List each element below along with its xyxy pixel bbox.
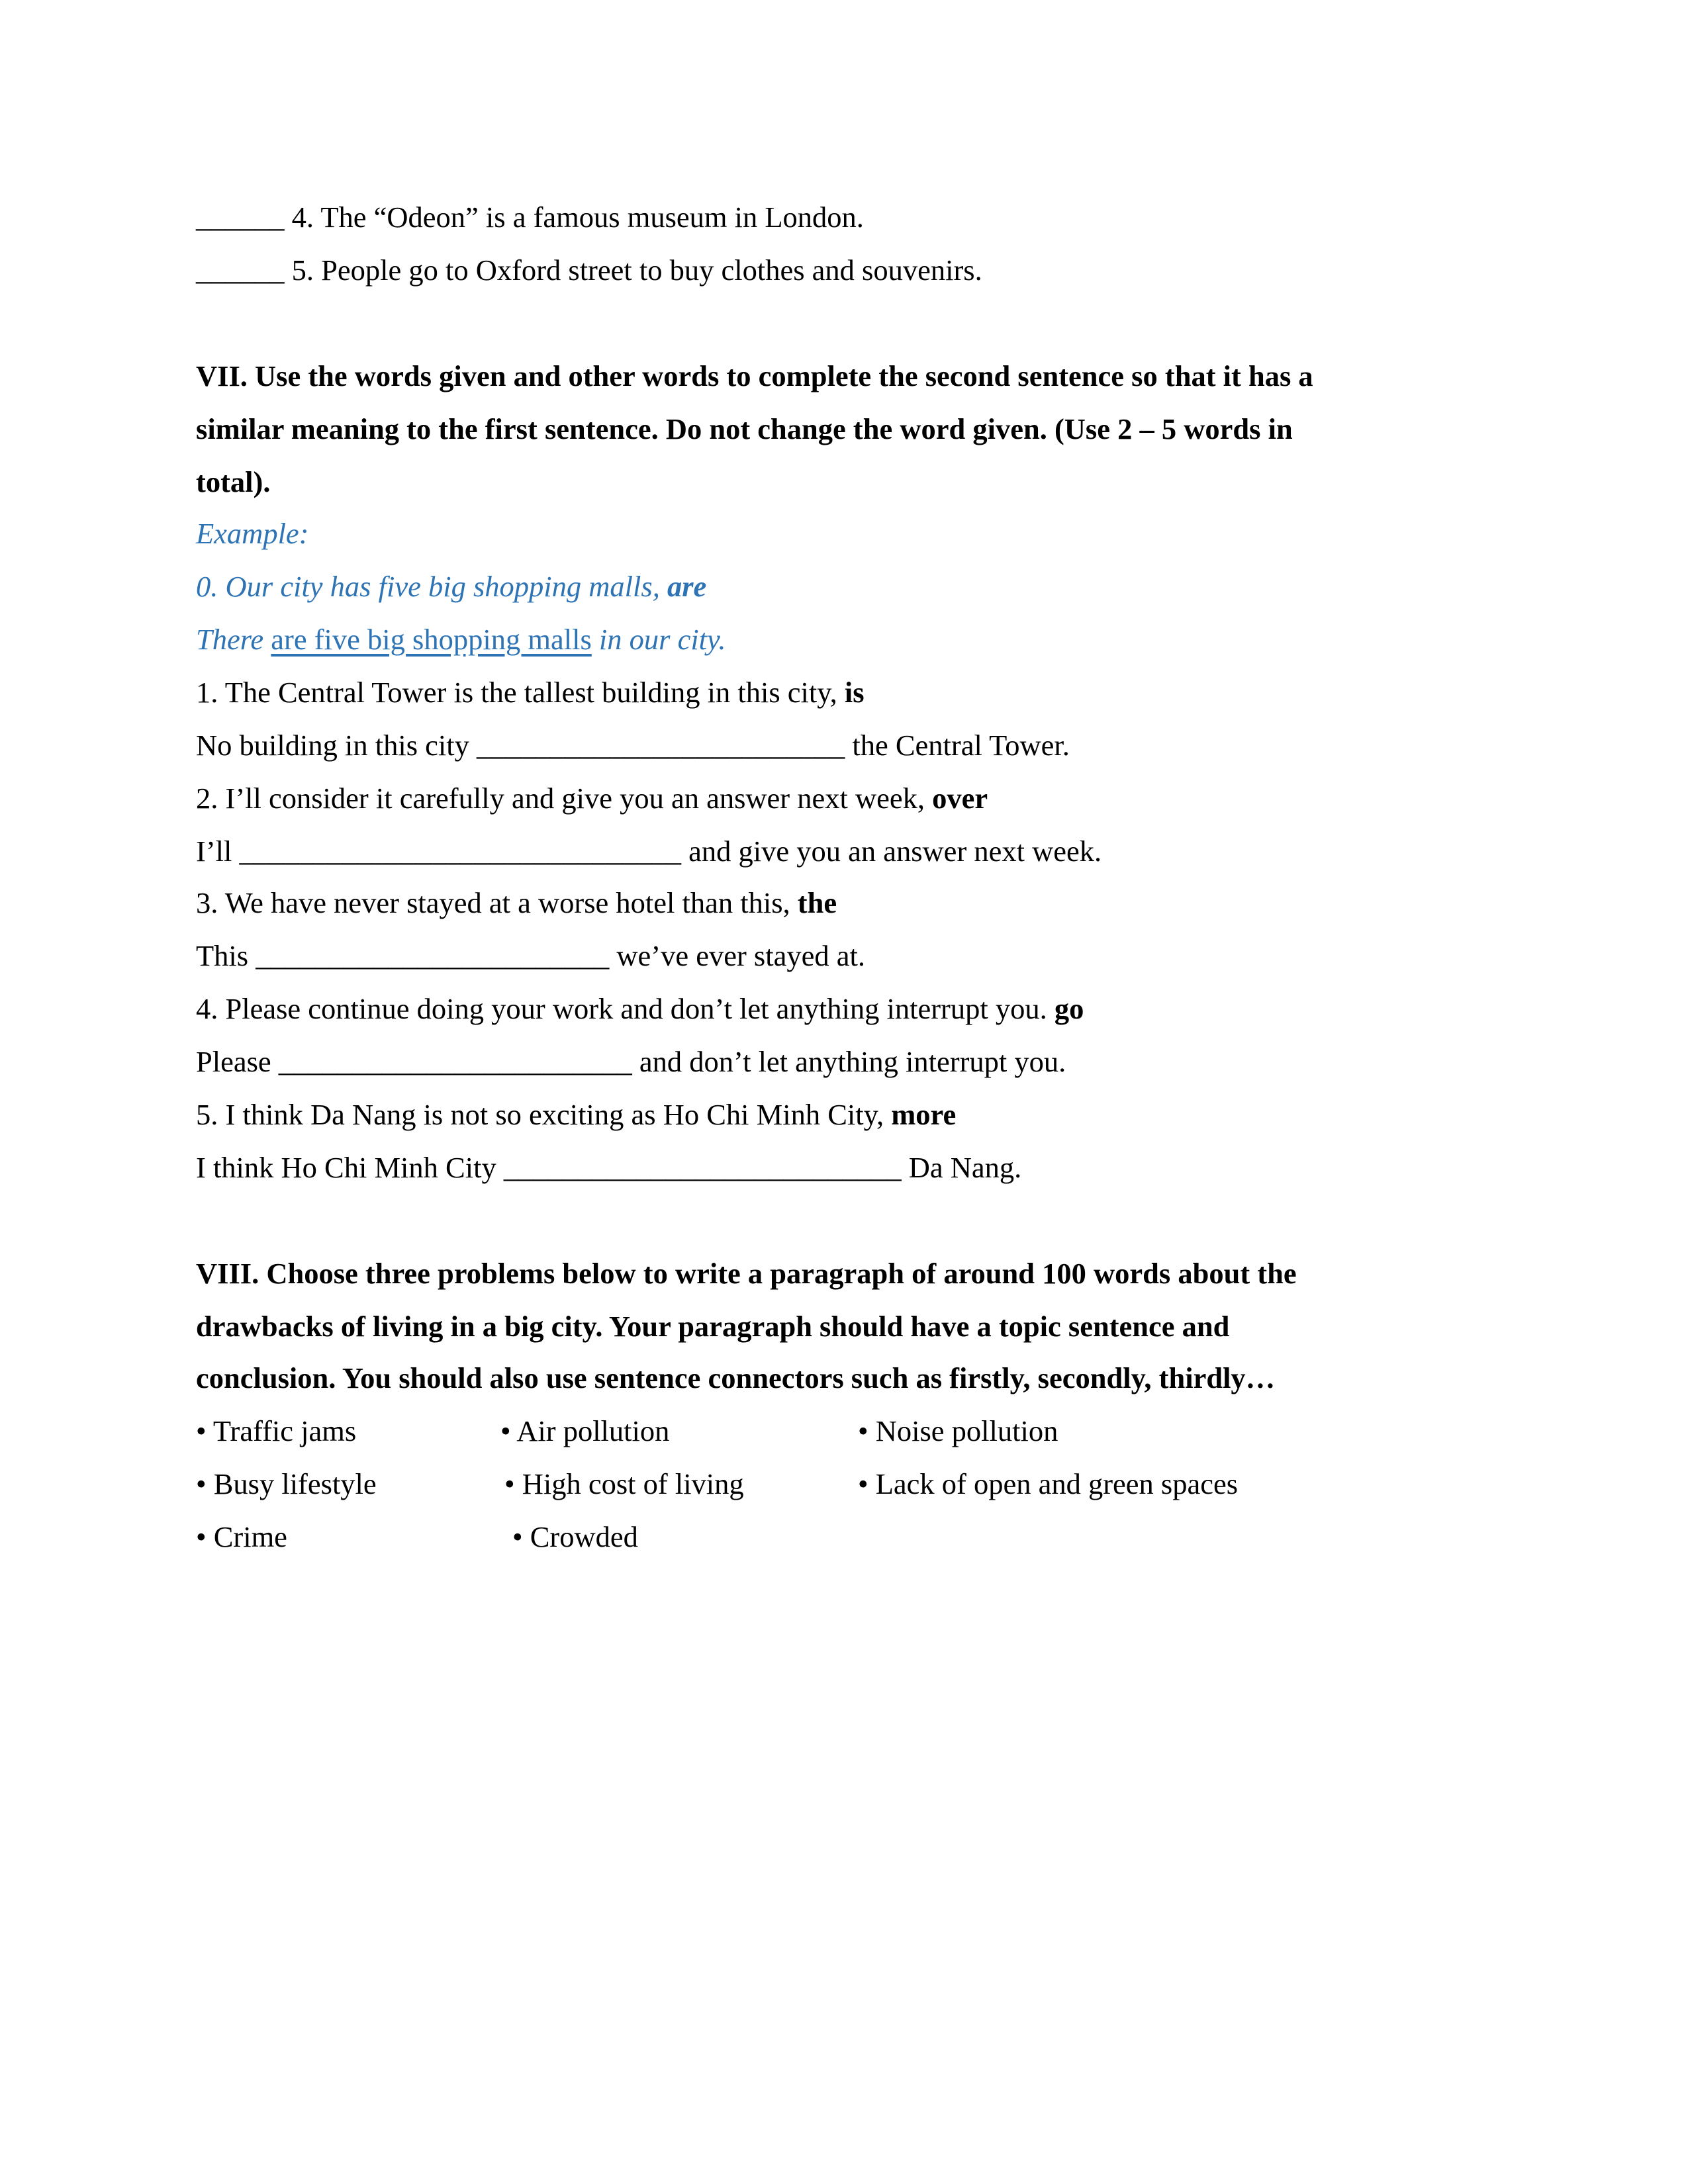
keyword: more <box>891 1098 957 1131</box>
keyword: is <box>844 676 865 709</box>
tf-item-4 <box>196 197 864 237</box>
prompt-text: 5. I think Da Nang is not so exciting as Ho Chi Minh City, <box>196 1098 892 1131</box>
example-label: Example: <box>196 517 309 550</box>
problem-item: • Noise pollution <box>858 1414 1058 1447</box>
item-1-prompt <box>196 672 865 712</box>
item-4-prompt <box>196 989 1084 1028</box>
tf-item-5 <box>196 250 982 290</box>
problem-item: • Traffic jams <box>196 1414 357 1447</box>
keyword: the <box>797 886 837 919</box>
problems-row-2 <box>196 1464 1321 1504</box>
example-answer-fill: are five big shopping malls <box>271 623 592 656</box>
section-7-heading-line-3: total). <box>196 465 271 498</box>
prompt-text: 4. Please continue doing your work and don’t let anything interrupt you. <box>196 992 1055 1025</box>
problem-item: • Crowded <box>512 1520 638 1553</box>
problem-item: • Air pollution <box>500 1414 670 1447</box>
problems-row-1 <box>196 1411 1321 1451</box>
prompt-text: 3. We have never stayed at a worse hotel than this, <box>196 886 798 919</box>
problem-item: • Busy lifestyle <box>196 1467 377 1500</box>
section-8-heading-line-2: drawbacks of living in a big city. Your paragraph should have a topic sentence and <box>196 1310 1230 1343</box>
answer-blank[interactable]: ______ <box>196 201 285 234</box>
problem-item: • High cost of living <box>504 1467 744 1500</box>
section-8-heading-line-1: VIII. Choose three problems below to write a paragraph of around 100 words about the <box>196 1257 1297 1290</box>
problem-item: • Crime <box>196 1520 287 1553</box>
problem-item: • Lack of open and green spaces <box>858 1467 1239 1500</box>
statement-text: 5. People go to Oxford street to buy clothes and souvenirs. <box>284 253 982 287</box>
example-keyword: are <box>667 570 707 603</box>
item-3-rewrite[interactable]: This ________________________ we’ve ever stayed at. <box>196 939 865 972</box>
item-2-rewrite[interactable]: I’ll ______________________________ and give you an answer next week. <box>196 835 1102 868</box>
problems-row-3 <box>196 1517 1321 1557</box>
section-8-heading-line-3: conclusion. You should also use sentence connectors such as firstly, secondly, thirdly… <box>196 1361 1276 1394</box>
prompt-text: 1. The Central Tower is the tallest building in this city, <box>196 676 845 709</box>
keyword: over <box>932 782 988 815</box>
example-answer-suffix: in our city. <box>591 623 726 656</box>
keyword: go <box>1054 992 1084 1025</box>
item-5-rewrite[interactable]: I think Ho Chi Minh City ___________________________ Da Nang. <box>196 1151 1022 1184</box>
prompt-text: 2. I’ll consider it carefully and give you an answer next week, <box>196 782 933 815</box>
example-answer-prefix: There <box>196 623 271 656</box>
example-answer <box>196 619 726 659</box>
item-4-rewrite[interactable]: Please ________________________ and don’t let anything interrupt you. <box>196 1045 1066 1078</box>
item-2-prompt <box>196 778 988 818</box>
answer-blank[interactable]: ______ <box>196 253 285 287</box>
item-5-prompt <box>196 1095 956 1134</box>
example-sentence <box>196 567 706 606</box>
section-7-heading-line-2: similar meaning to the first sentence. Do not change the word given. (Use 2 – 5 words in <box>196 412 1293 445</box>
statement-text: 4. The “Odeon” is a famous museum in London. <box>284 201 864 234</box>
item-3-prompt <box>196 883 837 923</box>
example-prompt: 0. Our city has five big shopping malls, <box>196 570 667 603</box>
item-1-rewrite[interactable]: No building in this city _________________________ the Central Tower. <box>196 729 1070 762</box>
section-7-heading-line-1: VII. Use the words given and other words to complete the second sentence so that it has a <box>196 359 1313 392</box>
